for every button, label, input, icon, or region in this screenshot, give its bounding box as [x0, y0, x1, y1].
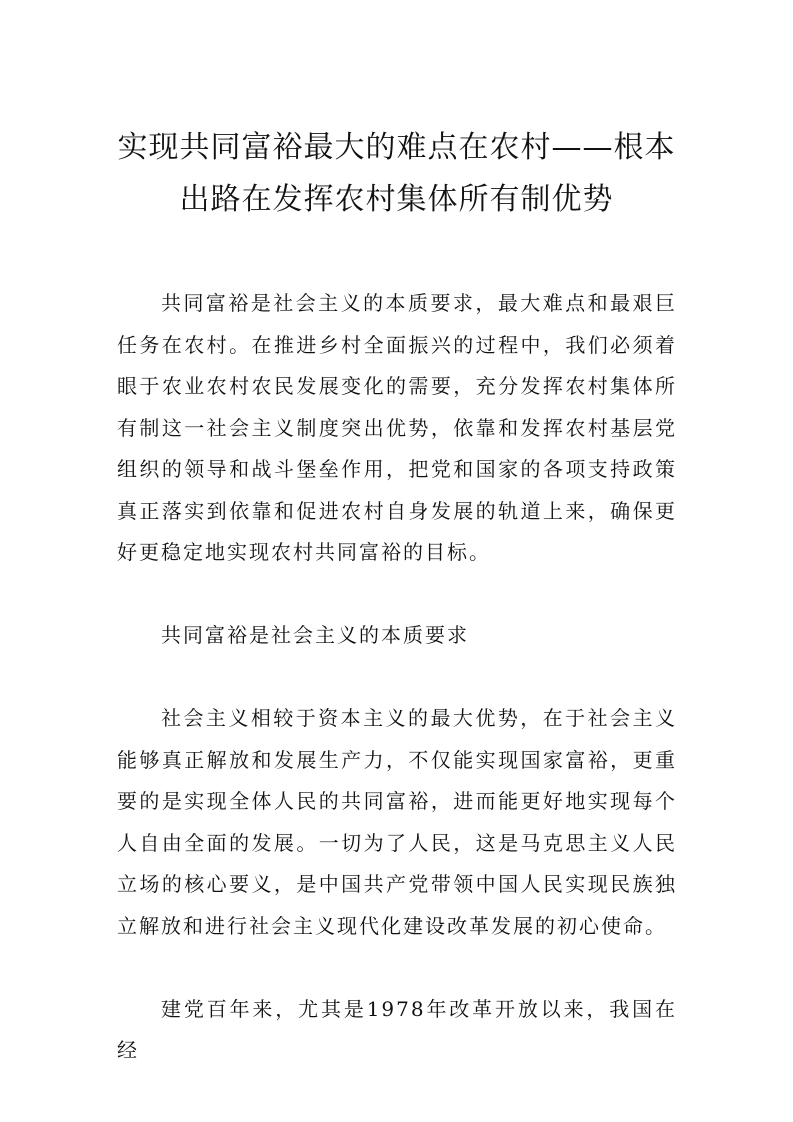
paragraph-century: 建党百年来，尤其是1978年改革开放以来，我国在经: [117, 996, 677, 1062]
title-line-2: 出路在发挥农村集体所有制优势: [179, 182, 614, 217]
document-title: [110, 122, 683, 226]
paragraph-socialism-advantage: 社会主义相较于资本主义的最大优势，在于社会主义能够真正解放和发展生产力，不仅能实现国家富裕，更重要的是实现全体人民的共同富裕，进而能更好地实现每个人自由全面的发展。一切为了人民，这是马克思主义人民立场的核心要义，是中国共产党带领中国人民实现民族独立解放和进行社会主义现代化建设改革发展的初心使命。: [117, 706, 677, 938]
document-body: [117, 283, 677, 1113]
section-heading: 共同富裕是社会主义的本质要求: [161, 623, 469, 647]
title-line-1: 实现共同富裕最大的难点在农村——根本: [117, 130, 676, 165]
paragraph-intro: 共同富裕是社会主义的本质要求，最大难点和最艰巨任务在农村。在推进乡村全面振兴的过程中，我们必须着眼于农业农村农民发展变化的需要，充分发挥农村集体所有制这一社会主义制度突出优势，依靠和发挥农村基层党组织的领导和战斗堡垒作用，把党和国家的各项支持政策真正落实到依靠和促进农村自身发展的轨道上来，确保更好更稳定地实现农村共同富裕的目标。: [117, 291, 677, 564]
